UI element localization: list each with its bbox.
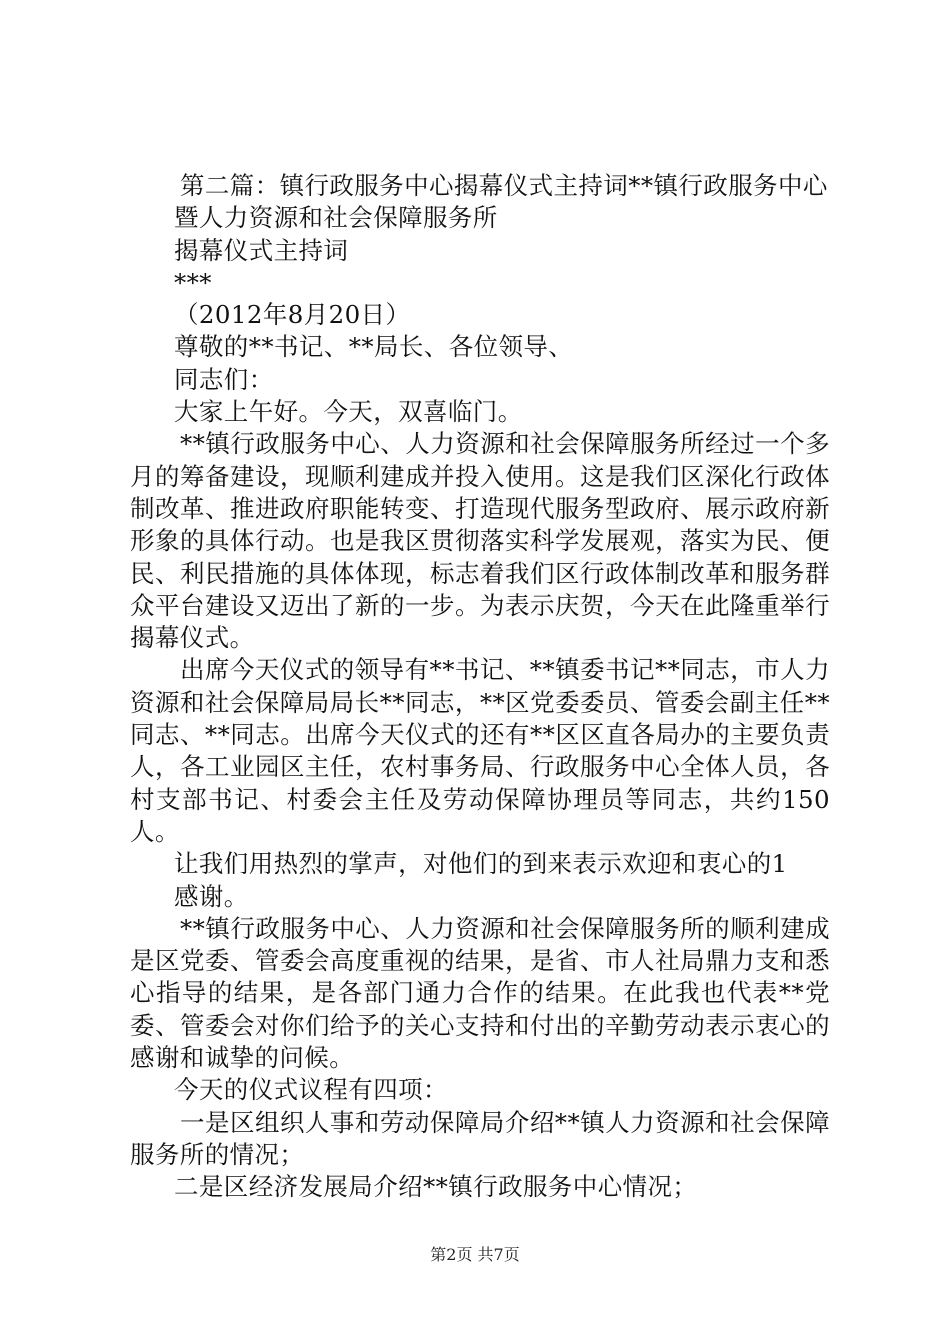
paragraph-body: 出席今天仪式的领导有**书记、**镇委书记**同志，市人力资源和社会保障局局长**同志，**区党委委员、管委会副主任**同志、**同志。出席今天仪式的还有**区区直各局办的主要负责人，各工业园区主任，农村事务局、行政服务中心全体人员，各村支部书记、村委会主任及劳动保障协理员等同志，共约150人。	[130, 655, 830, 846]
paragraph-subtitle: 暨人力资源和社会保障服务所	[174, 203, 498, 233]
paragraph-body: 一是区组织人事和劳动保障局介绍**镇人力资源和社会保障服务所的情况；	[130, 1107, 830, 1169]
paragraph-date: （2012年8月20日）	[174, 300, 411, 330]
document-body	[130, 170, 830, 1204]
paragraph-opening: 大家上午好。今天，双喜临门。	[174, 397, 523, 427]
paragraph-body: 感谢。	[174, 881, 249, 911]
paragraph-title: 第二篇：镇行政服务中心揭幕仪式主持词**镇行政服务中心	[180, 171, 828, 200]
paragraph-body: 二是区经济发展局介绍**镇行政服务中心情况；	[174, 1172, 698, 1202]
paragraph-heading: 揭幕仪式主持词	[174, 235, 349, 265]
paragraph-body: **镇行政服务中心、人力资源和社会保障服务所的顺利建成是区党委、管委会高度重视的结果，是省、市人社局鼎力支和悉心指导的结果，是各部门通力合作的结果。在此我也代表**党委、管委会对你们给予的关心支持和付出的辛勤劳动表示衷心的感谢和诚挚的问候。	[130, 913, 830, 1073]
paragraph-body: **镇行政服务中心、人力资源和社会保障服务所经过一个多月的筹备建设，现顺利建成并投入使用。这是我们区深化行政体制改革、推进政府职能转变、打造现代服务型政府、展示政府新形象的具体行动。也是我区贯彻落实科学发展观，落实为民、便民、利民措施的具体体现，标志着我们区行政体制改革和服务群众平台建设又迈出了新的一步。为表示庆贺，今天在此隆重举行揭幕仪式。	[130, 429, 830, 653]
paragraph-author: ***	[174, 267, 212, 297]
paragraph-comrades: 同志们：	[174, 364, 274, 394]
paragraph-body: 让我们用热烈的掌声，对他们的到来表示欢迎和衷心的1	[174, 849, 788, 879]
paragraph-body: 今天的仪式议程有四项：	[174, 1075, 448, 1105]
page-number-footer: 第2页 共7页	[430, 1245, 520, 1264]
paragraph-greeting: 尊敬的**书记、**局长、各位领导、	[174, 332, 574, 362]
